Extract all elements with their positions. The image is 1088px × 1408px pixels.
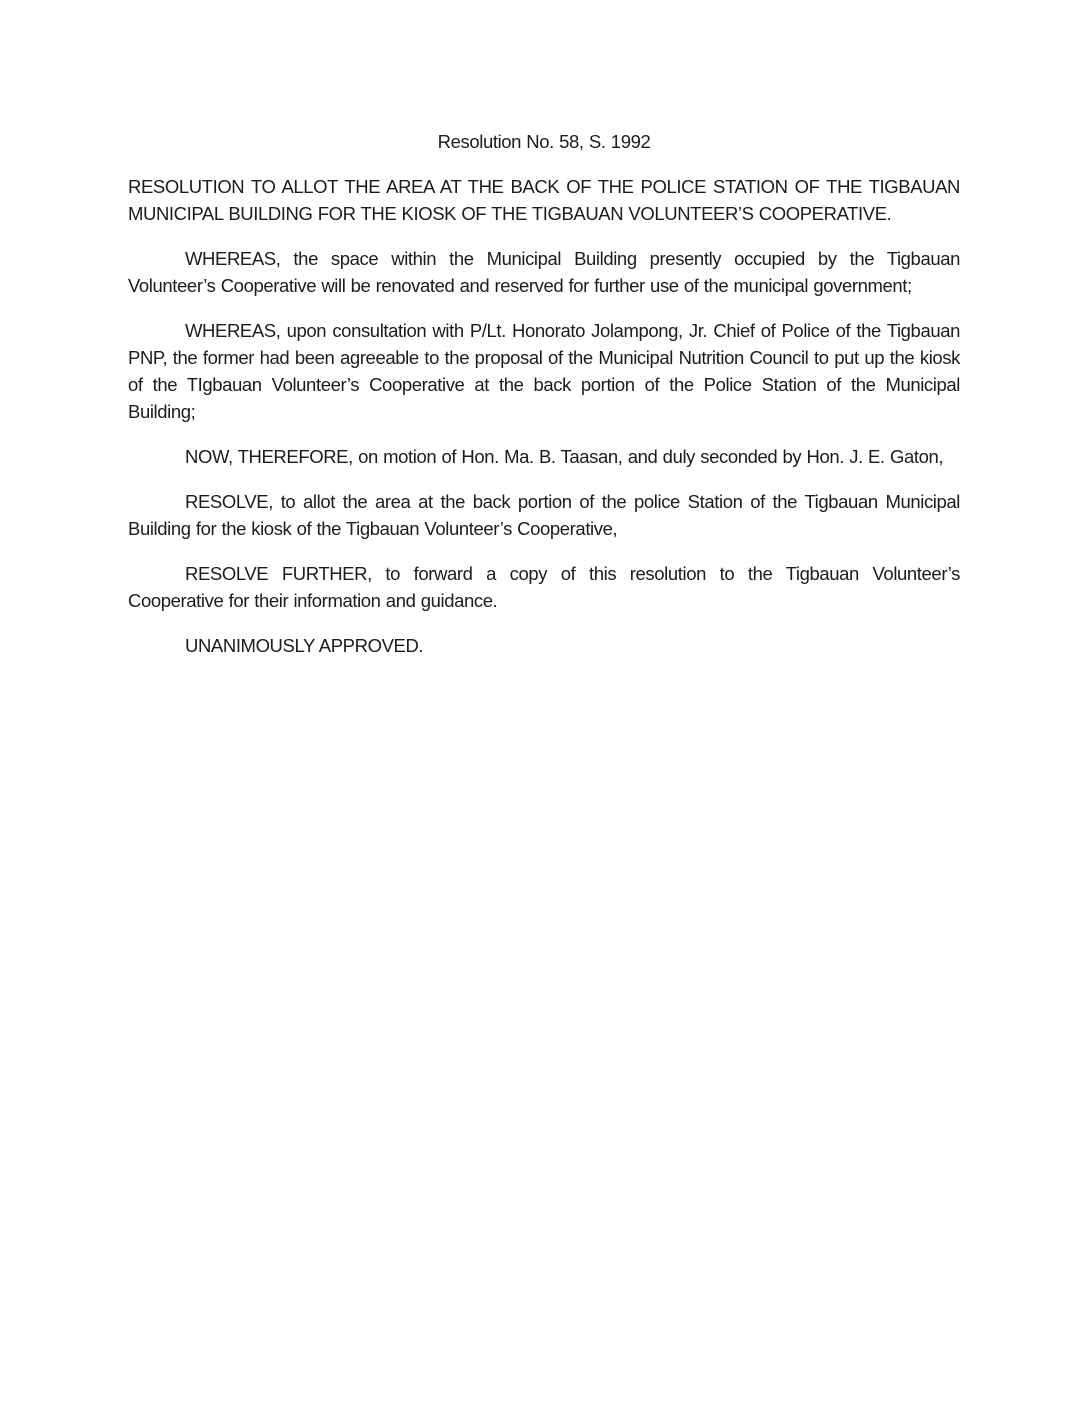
document-heading: RESOLUTION TO ALLOT THE AREA AT THE BACK OF THE POLICE STATION OF THE TIGBAUAN MUNICIPAL BUILDING FOR THE KIOSK OF THE TIGBAUAN VOLUNTEER’S COOPERATIVE. bbox=[128, 176, 960, 224]
paragraph-resolve-further: RESOLVE FURTHER, to forward a copy of this resolution to the Tigbauan Volunteer’s Cooperative for their information and guidance. bbox=[128, 563, 960, 611]
paragraph-now-therefore: NOW, THEREFORE, on motion of Hon. Ma. B. Taasan, and duly seconded by Hon. J. E. Gaton, bbox=[185, 446, 944, 467]
paragraph-whereas-1: WHEREAS, the space within the Municipal Building presently occupied by the Tigbauan Volunteer’s Cooperative will be renovated and reserved for further use of the municipal government; bbox=[128, 248, 960, 296]
paragraph-unanimously-approved: UNANIMOUSLY APPROVED. bbox=[185, 635, 424, 656]
document-title: Resolution No. 58, S. 1992 bbox=[437, 131, 651, 152]
paragraph-whereas-2: WHEREAS, upon consultation with P/Lt. Honorato Jolampong, Jr. Chief of Police of the Tigbauan PNP, the former had been agreeable to the proposal of the Municipal Nutrition Council to put up the kiosk of the TIgbauan Volunteer’s Cooperative at the back portion of the Police Station of the Municipal Building; bbox=[128, 320, 960, 422]
paragraph-resolve: RESOLVE, to allot the area at the back portion of the police Station of the Tigbauan Municipal Building for the kiosk of the Tigbauan Volunteer’s Cooperative, bbox=[128, 491, 960, 539]
